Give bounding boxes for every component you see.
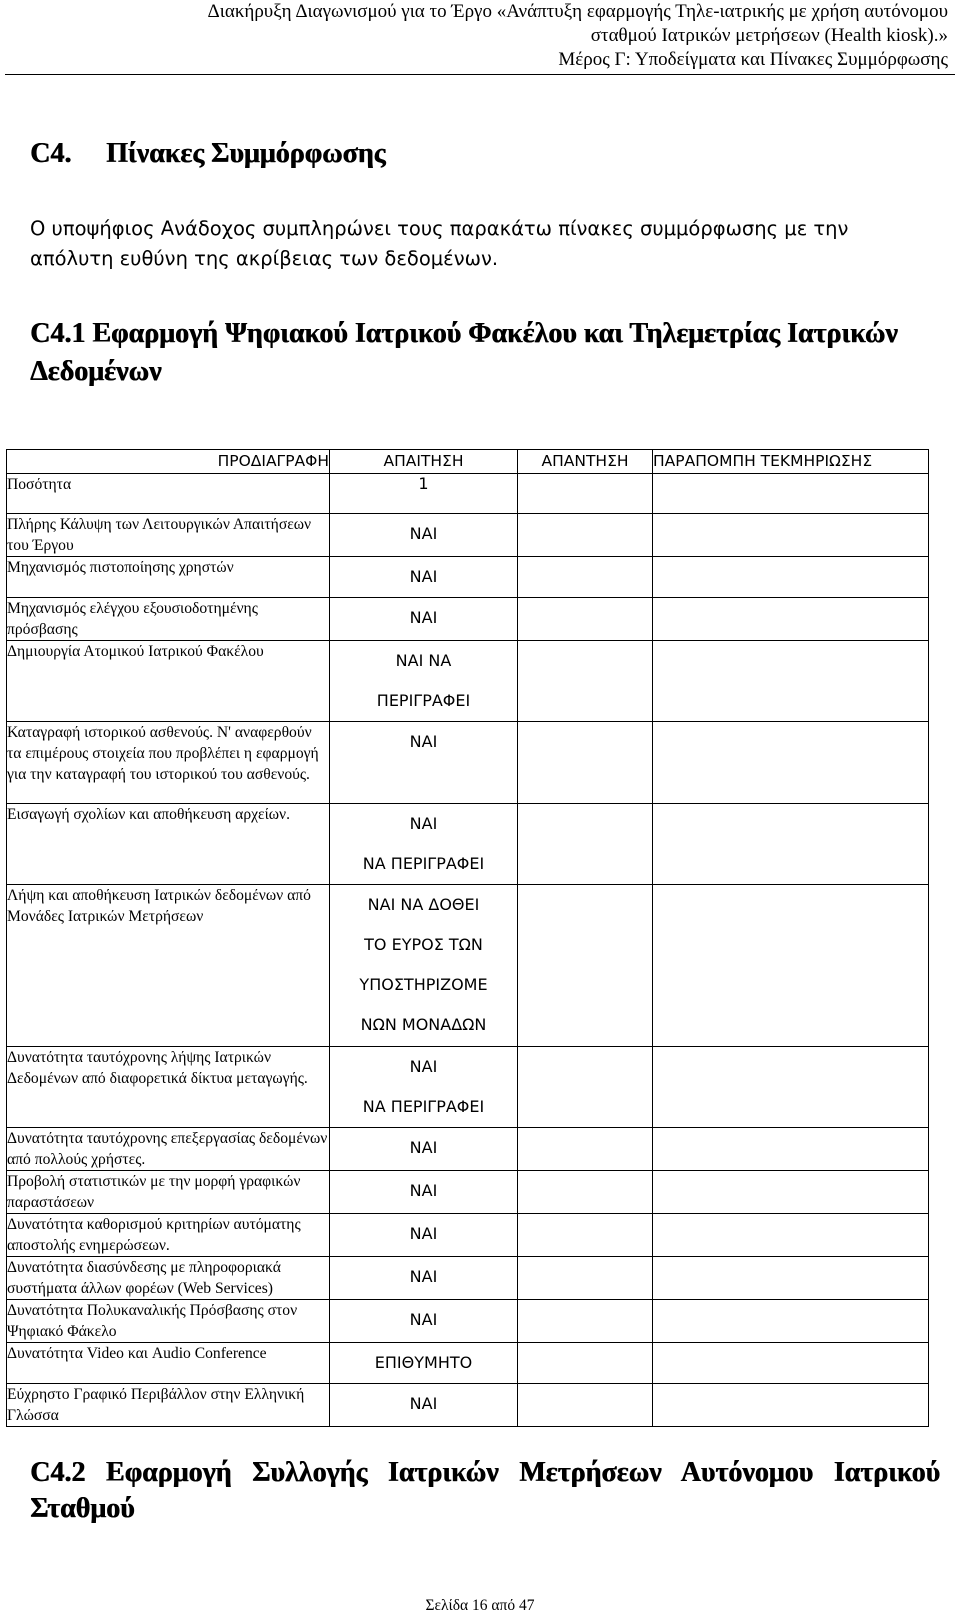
reference-cell[interactable] (653, 1047, 929, 1128)
table-row (7, 557, 929, 598)
requirement-cell (330, 557, 518, 598)
requirement-value: ΝΑΙ ΝΑ (395, 651, 452, 670)
requirement-value: ΝΑΙ (409, 814, 438, 833)
spec-cell: Δυνατότητα ταυτόχρονης επεξεργασίας δεδομένων από πολλούς χρήστες. (7, 1128, 330, 1171)
requirement-cell (330, 1384, 518, 1427)
answer-cell[interactable] (518, 1047, 653, 1128)
header-spec: ΠΡΟΔΙΑΓΡΑΦΗ (7, 450, 330, 474)
table-row (7, 1257, 929, 1300)
page-number: Σελίδα 16 από 47 (425, 1597, 535, 1614)
reference-cell[interactable] (653, 1128, 929, 1171)
requirement-value: ΝΑΙ (409, 1394, 438, 1413)
requirement-value: ΠΕΡΙΓΡΑΦΕΙ (376, 691, 471, 710)
requirement-cell (330, 804, 518, 885)
requirement-value: ΝΑ ΠΕΡΙΓΡΑΦΕΙ (362, 854, 485, 873)
requirement-cell (330, 598, 518, 641)
reference-cell[interactable] (653, 474, 929, 514)
spec-cell: Λήψη και αποθήκευση Ιατρικών δεδομένων από Μονάδες Ιατρικών Μετρήσεων (7, 885, 330, 1047)
spec-cell: Δυνατότητα ταυτόχρονης λήψης Ιατρικών Δεδομένων από διαφορετικά δίκτυα μεταγωγής. (7, 1047, 330, 1128)
section-heading (30, 138, 385, 170)
requirement-value: ΝΑΙ (409, 1224, 438, 1243)
requirement-value: ΝΑΙ (409, 1057, 438, 1076)
spec-cell: Μηχανισμός πιστοποίησης χρηστών (7, 557, 330, 598)
table-row (7, 804, 929, 885)
table-row (7, 1343, 929, 1384)
reference-cell[interactable] (653, 641, 929, 722)
spec-cell: Εισαγωγή σχολίων και αποθήκευση αρχείων. (7, 804, 330, 885)
requirement-value: ΕΠΙΘΥΜΗΤΟ (374, 1353, 473, 1372)
requirement-value: ΤΟ ΕΥΡΟΣ ΤΩΝ (364, 935, 483, 954)
table-row (7, 1214, 929, 1257)
spec-cell: Δυνατότητα Video και Audio Conference (7, 1343, 330, 1384)
requirement-value: ΥΠΟΣΤΗΡΙΖΟΜΕ (359, 975, 488, 994)
requirement-value: ΝΑΙ (409, 524, 438, 543)
table-header-row (7, 450, 929, 474)
answer-cell[interactable] (518, 557, 653, 598)
reference-cell[interactable] (653, 1171, 929, 1214)
requirement-cell (330, 1257, 518, 1300)
reference-cell[interactable] (653, 1257, 929, 1300)
table-row (7, 641, 929, 722)
answer-cell[interactable] (518, 1128, 653, 1171)
requirement-value: ΝΑΙ (409, 608, 438, 627)
table-row (7, 1171, 929, 1214)
reference-cell[interactable] (653, 1300, 929, 1343)
reference-cell[interactable] (653, 722, 929, 804)
requirement-cell (330, 1047, 518, 1128)
requirement-cell (330, 1214, 518, 1257)
requirement-cell (330, 722, 518, 804)
spec-cell: Μηχανισμός ελέγχου εξουσιοδοτημένης πρόσβασης (7, 598, 330, 641)
subsection-heading-c41: C4.1 Εφαρμογή Ψηφιακού Ιατρικού Φακέλου και Τηλεμετρίας Ιατρικών Δεδομένων (30, 318, 898, 387)
requirement-value: 1 (418, 474, 429, 493)
spec-cell: Δυνατότητα καθορισμού κριτηρίων αυτόματης αποστολής ενημερώσεων. (7, 1214, 330, 1257)
requirement-value: ΝΑΙ (409, 567, 438, 586)
table-row (7, 722, 929, 804)
answer-cell[interactable] (518, 804, 653, 885)
section-title: Πίνακες Συμμόρφωσης (106, 138, 386, 169)
requirement-value: ΝΩΝ ΜΟΝΑΔΩΝ (360, 1015, 487, 1034)
reference-cell[interactable] (653, 1384, 929, 1427)
table-row (7, 514, 929, 557)
page-header (0, 0, 960, 72)
header-answer: ΑΠΑΝΤΗΣΗ (518, 450, 653, 474)
requirement-value: ΝΑΙ (409, 1138, 438, 1157)
spec-cell: Πλήρης Κάλυψη των Λειτουργικών Απαιτήσεων του Έργου (7, 514, 330, 557)
reference-cell[interactable] (653, 1343, 929, 1384)
spec-cell: Καταγραφή ιστορικού ασθενούς. Ν' αναφερθούν τα επιμέρους στοιχεία που προβλέπει η εφαρμογή για την καταγραφή του ιστορικού του ασθενούς. (7, 722, 330, 804)
answer-cell[interactable] (518, 885, 653, 1047)
answer-cell[interactable] (518, 1343, 653, 1384)
table-row (7, 1384, 929, 1427)
header-reference: ΠΑΡΑΠΟΜΠΗ ΤΕΚΜΗΡΙΩΣΗΣ (653, 450, 929, 474)
spec-cell: Εύχρηστο Γραφικό Περιβάλλον στην Ελληνική Γλώσσα (7, 1384, 330, 1427)
answer-cell[interactable] (518, 474, 653, 514)
requirement-cell (330, 514, 518, 557)
compliance-table (6, 449, 929, 1427)
requirement-value: ΝΑΙ ΝΑ ΔΟΘΕΙ (367, 895, 480, 914)
section-number: C4. (30, 138, 72, 169)
answer-cell[interactable] (518, 598, 653, 641)
requirement-cell (330, 885, 518, 1047)
spec-cell: Προβολή στατιστικών με την μορφή γραφικών παραστάσεων (7, 1171, 330, 1214)
requirement-cell (330, 641, 518, 722)
header-requirement: ΑΠΑΙΤΗΣΗ (330, 450, 518, 474)
requirement-cell (330, 1300, 518, 1343)
table-row (7, 1128, 929, 1171)
reference-cell[interactable] (653, 804, 929, 885)
reference-cell[interactable] (653, 557, 929, 598)
spec-cell: Δημιουργία Ατομικού Ιατρικού Φακέλου (7, 641, 330, 722)
answer-cell[interactable] (518, 641, 653, 722)
table-row (7, 474, 929, 514)
header-line-2: σταθμού Ιατρικών μετρήσεων (Health kiosk).» (590, 25, 948, 46)
subsection-heading-c42: C4.2 Εφαρμογή Συλλογής Ιατρικών Μετρήσεων Αυτόνομου Ιατρικού Σταθμού (30, 1457, 940, 1524)
requirement-cell (330, 474, 518, 514)
reference-cell[interactable] (653, 514, 929, 557)
header-line-1: Διακήρυξη Διαγωνισμού για το Έργο «Ανάπτυξη εφαρμογής Τηλε-ιατρικής με χρήση αυτόνομου (207, 1, 948, 22)
table-row (7, 1047, 929, 1128)
table-row (7, 1300, 929, 1343)
reference-cell[interactable] (653, 885, 929, 1047)
table-row (7, 885, 929, 1047)
requirement-value: ΝΑΙ (409, 1310, 438, 1329)
requirement-value: ΝΑΙ (409, 732, 438, 751)
requirement-cell (330, 1171, 518, 1214)
requirement-cell (330, 1128, 518, 1171)
answer-cell[interactable] (518, 514, 653, 557)
answer-cell[interactable] (518, 1214, 653, 1257)
spec-cell: Δυνατότητα Πολυκαναλικής Πρόσβασης στον Ψηφιακό Φάκελο (7, 1300, 330, 1343)
spec-cell: Ποσότητα (7, 474, 330, 514)
answer-cell[interactable] (518, 1384, 653, 1427)
spec-cell: Δυνατότητα διασύνδεσης με πληροφοριακά συστήματα άλλων φορέων (Web Services) (7, 1257, 330, 1300)
answer-cell[interactable] (518, 1300, 653, 1343)
reference-cell[interactable] (653, 598, 929, 641)
requirement-value: ΝΑ ΠΕΡΙΓΡΑΦΕΙ (362, 1097, 485, 1116)
reference-cell[interactable] (653, 1214, 929, 1257)
header-line-3: Μέρος Γ: Υποδείγματα και Πίνακες Συμμόρφωσης (558, 49, 948, 70)
requirement-value: ΝΑΙ (409, 1181, 438, 1200)
requirement-value: ΝΑΙ (409, 1267, 438, 1286)
table-row (7, 598, 929, 641)
header-divider (5, 74, 955, 75)
answer-cell[interactable] (518, 1257, 653, 1300)
intro-paragraph: Ο υποψήφιος Ανάδοχος συμπληρώνει τους παρακάτω πίνακες συμμόρφωσης με την απόλυτη ευθύνη της ακρίβειας των δεδομένων. (30, 217, 849, 270)
answer-cell[interactable] (518, 722, 653, 804)
answer-cell[interactable] (518, 1171, 653, 1214)
requirement-cell (330, 1343, 518, 1384)
